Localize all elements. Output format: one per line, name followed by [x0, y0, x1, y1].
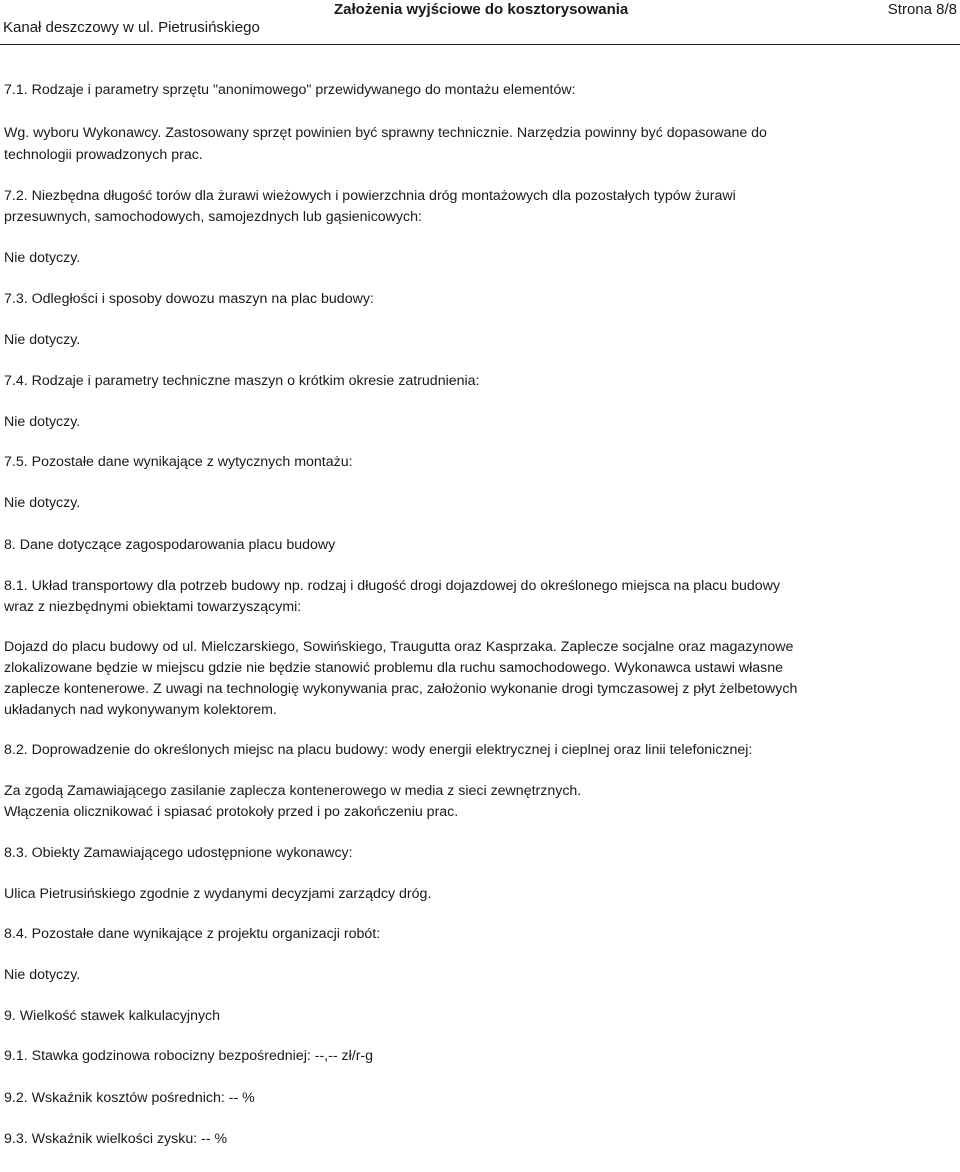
- section-7-2-heading-line-1: 7.2. Niezbędna długość torów dla żurawi wieżowych i powierzchnia dróg montażowych dla pozostałych typów żurawi: [4, 188, 736, 204]
- section-8-2-text-line-1: Za zgodą Zamawiającego zasilanie zaplecza kontenerowego w media z sieci zewnętrznych.: [4, 783, 582, 799]
- document-title: Kanał deszczowy w ul. Pietrusińskiego: [3, 19, 260, 36]
- section-7-4-heading: 7.4. Rodzaje i parametry techniczne maszyn o krótkim okresie zatrudnienia:: [4, 373, 480, 389]
- page-number: Strona 8/8: [887, 1, 957, 18]
- section-8-1-text-line-2: zlokalizowane będzie w miejscu gdzie nie będzie stanowić problemu dla ruchu samochodowego. Wykonawca ustawi własne: [4, 660, 784, 676]
- section-8-1-text-line-3: zaplecze kontenerowe. Z uwagi na technologię wykonywania prac, założonio wykonanie drogi tymczasowej z płyt żelbetowych: [4, 681, 798, 697]
- section-9-3-profit-rate: 9.3. Wskaźnik wielkości zysku: -- %: [4, 1131, 228, 1147]
- section-8-2-heading: 8.2. Doprowadzenie do określonych miejsc na placu budowy: wody energii elektrycznej i cieplnej oraz linii telefonicznej:: [4, 742, 753, 758]
- section-7-1-heading: 7.1. Rodzaje i parametry sprzętu "anonimowego" przewidywanego do montażu elementów:: [4, 82, 576, 98]
- page-header: [0, 0, 960, 45]
- section-7-4-text: Nie dotyczy.: [4, 414, 81, 430]
- section-7-2-text: Nie dotyczy.: [4, 250, 81, 266]
- section-7-5-heading: 7.5. Pozostałe dane wynikające z wytycznych montażu:: [4, 454, 353, 470]
- section-8-3-heading: 8.3. Obiekty Zamawiającego udostępnione wykonawcy:: [4, 845, 353, 861]
- section-8-3-text: Ulica Pietrusińskiego zgodnie z wydanymi decyzjami zarządcy dróg.: [4, 886, 432, 902]
- section-9-1-hourly-rate: 9.1. Stawka godzinowa robocizny bezpośredniej: --,-- zł/r-g: [4, 1048, 374, 1064]
- section-7-1-text-line-1: Wg. wyboru Wykonawcy. Zastosowany sprzęt powinien być sprawny technicznie. Narzędzia powinny być dopasowane do: [4, 125, 767, 141]
- section-8-1-heading-line-2: wraz z niezbędnymi obiektami towarzyszącymi:: [4, 599, 302, 615]
- section-8-1-text-line-1: Dojazd do placu budowy od ul. Mielczarskiego, Sowińskiego, Traugutta oraz Kasprzaka. Zaplecze socjalne oraz magazynowe: [4, 639, 794, 655]
- section-8-1-heading-line-1: 8.1. Układ transportowy dla potrzeb budowy np. rodzaj i długość drogi dojazdowej do określonego miejsca na placu budowy: [4, 578, 781, 594]
- section-8-2-text-line-2: Włączenia olicznikować i spiasać protokoły przed i po zakończeniu prac.: [4, 804, 459, 820]
- section-8-4-text: Nie dotyczy.: [4, 967, 81, 983]
- section-7-3-text: Nie dotyczy.: [4, 332, 81, 348]
- section-8-4-heading: 8.4. Pozostałe dane wynikające z projektu organizacji robót:: [4, 926, 381, 942]
- section-9-2-indirect-costs: 9.2. Wskaźnik kosztów pośrednich: -- %: [4, 1090, 255, 1106]
- section-7-2-heading-line-2: przesuwnych, samochodowych, samojezdnych lub gąsienicowych:: [4, 209, 422, 225]
- section-9-heading: 9. Wielkość stawek kalkulacyjnych: [4, 1008, 221, 1024]
- section-7-1-text-line-2: technologii prowadzonych prac.: [4, 147, 203, 163]
- section-7-5-text: Nie dotyczy.: [4, 495, 81, 511]
- section-8-heading: 8. Dane dotyczące zagospodarowania placu budowy: [4, 537, 336, 553]
- section-title: Założenia wyjściowe do kosztorysowania: [334, 1, 629, 18]
- section-7-3-heading: 7.3. Odległości i sposoby dowozu maszyn na plac budowy:: [4, 291, 374, 307]
- section-8-1-text-line-4: układanych nad wykonywanym kolektorem.: [4, 702, 277, 718]
